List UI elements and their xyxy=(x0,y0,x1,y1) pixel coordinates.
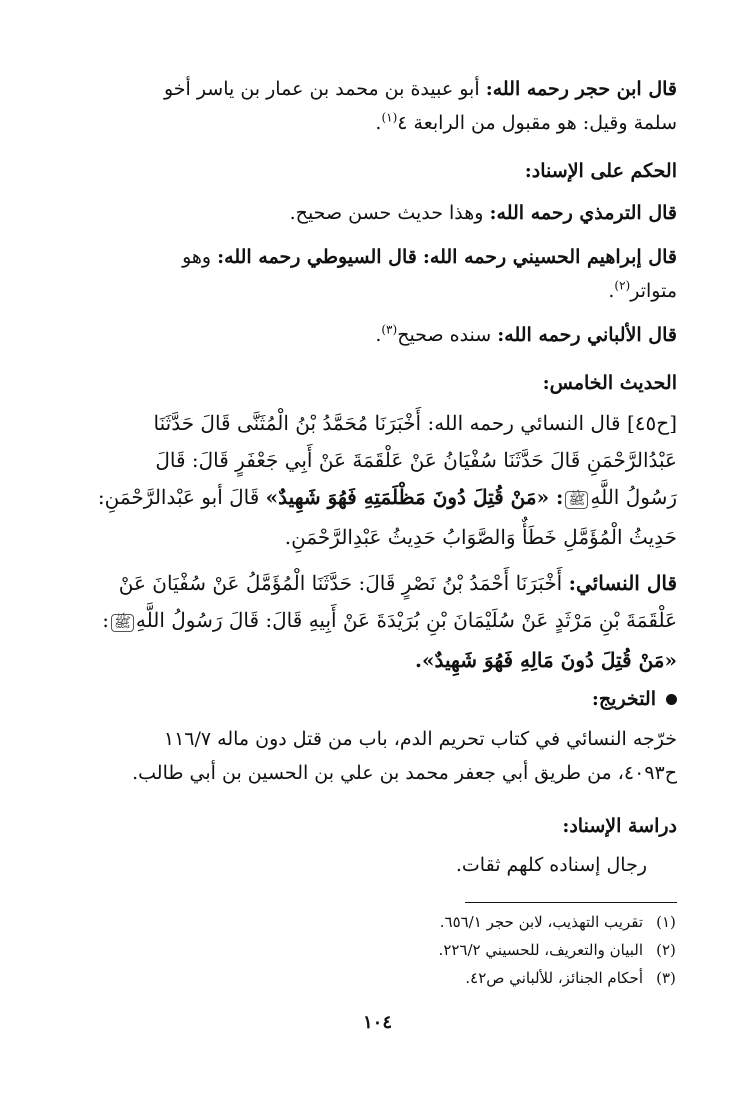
footnote-number: (١) xyxy=(656,913,676,931)
footnote-ref: (١) xyxy=(381,110,398,125)
hadith-text: عَلْقَمَةَ بْنِ مَرْثَدٍ عَنْ سُلَيْمَانَ بْنِ بُرَيْدَةَ عَنْ أَبِيهِ قَالَ: قَالَ رَسُولُ اللَّهِ xyxy=(135,608,677,632)
salutation-glyph: ﷺ xyxy=(565,491,588,509)
paragraph-study: رجال إسناده كلهم ثقات. xyxy=(455,854,647,876)
paragraph-ibn-hajar xyxy=(72,72,677,140)
hadith-line xyxy=(72,519,677,556)
paragraph-text: سنده صحيح xyxy=(397,324,492,346)
hadith-text: أَخْبَرَنَا أَحْمَدُ بْنُ نَصْرٍ قَالَ: حَدَّثَنَا الْمُؤَمَّلُ عَنْ سُفْيَانَ عَنْ xyxy=(118,571,563,595)
footnote-item xyxy=(439,908,677,936)
paragraph-text: وهو xyxy=(182,246,212,268)
hadith-matn: : «مَنْ قُتِلَ دُونَ مَظْلَمَتِهِ فَهُوَ شَهِيدٌ» xyxy=(265,485,564,509)
footnote-text: البيان والتعريف، للحسيني ٢٢٦/٢. xyxy=(438,941,643,959)
paragraph-line xyxy=(72,106,677,140)
hadith-line xyxy=(72,642,677,679)
hadith-matn: «مَنْ قُتِلَ دُونَ مَالِهِ فَهُوَ شَهِيدٌ». xyxy=(415,648,677,672)
hadith-text: حَدِيثُ الْمُؤَمَّلِ خَطَأٌ وَالصَّوَابُ حَدِيثُ عَبْدِالرَّحْمَنِ. xyxy=(284,525,677,549)
punctuation: . xyxy=(375,112,382,134)
section-heading: التخريج: xyxy=(591,688,656,710)
paragraph-text: متواتر xyxy=(630,280,677,302)
hadith-line xyxy=(72,479,677,519)
paragraph-takhrij xyxy=(72,722,677,790)
paragraph-text: أبو عبيدة بن محمد بن عمار بن ياسر أخو xyxy=(163,78,480,100)
paragraph-text: وهذا حديث حسن صحيح. xyxy=(289,202,484,224)
hadith-line xyxy=(72,405,677,442)
hadith-line xyxy=(72,565,677,602)
footnote-number: (٣) xyxy=(656,969,676,987)
paragraph-line: خرّجه النسائي في كتاب تحريم الدم، باب من قتل دون ماله ١١٦/٧ xyxy=(163,728,677,750)
hadith-text: قال النسائي رحمه الله: أَخْبَرَنَا مُحَمَّدُ بْنُ الْمُثَنَّى قَالَ حَدَّثَنَا xyxy=(153,411,621,435)
paragraph-line: ح٤٠٩٣، من طريق أبي جعفر محمد بن علي بن الحسين بن أبي طالب. xyxy=(132,762,677,784)
bullet-icon xyxy=(666,694,677,705)
footnote-text: أحكام الجنائز، للألباني ص٤٢. xyxy=(465,969,643,987)
hadith-number: [ح٤٥] xyxy=(626,411,677,435)
speaker-label: قال الترمذي رحمه الله: xyxy=(489,202,677,224)
paragraph-line xyxy=(72,240,677,274)
hadith-text: رَسُولُ اللَّهِ xyxy=(590,485,677,509)
footnote-item xyxy=(439,964,677,992)
hadith-block xyxy=(72,565,677,679)
footnote-ref: (٣) xyxy=(381,322,398,337)
hadith-line xyxy=(72,442,677,479)
speaker-label: قال الألباني رحمه الله: xyxy=(497,324,677,346)
footnote-item xyxy=(439,936,677,964)
speaker-label: قال إبراهيم الحسيني رحمه الله: xyxy=(422,246,677,268)
paragraph-text: سلمة وقيل: هو مقبول من الرابعة ٤ xyxy=(397,112,677,134)
footnote-number: (٢) xyxy=(656,941,676,959)
takhrij-heading xyxy=(592,688,677,710)
section-heading: الحديث الخامس: xyxy=(542,372,677,394)
footnote-text: تقريب التهذيب، لابن حجر ٦٥٦/١. xyxy=(439,913,643,931)
paragraph-husayni xyxy=(72,240,677,308)
speaker-label: قال النسائي: xyxy=(568,571,677,595)
footnote-separator xyxy=(465,902,677,903)
punctuation: : xyxy=(102,608,109,632)
punctuation: . xyxy=(608,280,615,302)
section-heading: الحكم على الإسناد: xyxy=(524,160,677,182)
footnote-ref: (٢) xyxy=(614,278,631,293)
speaker-label: قال السيوطي رحمه الله: xyxy=(217,246,417,268)
salutation-glyph: ﷺ xyxy=(111,614,134,632)
footnotes xyxy=(439,908,677,992)
paragraph-tirmidhi xyxy=(72,196,677,230)
hadith-block xyxy=(72,405,677,556)
paragraph-albani xyxy=(72,318,677,352)
section-heading: دراسة الإسناد: xyxy=(562,815,677,837)
paragraph-line xyxy=(72,72,677,106)
punctuation: . xyxy=(375,324,382,346)
hadith-text: عَبْدُالرَّحْمَنِ قَالَ حَدَّثَنَا سُفْيَانُ عَنْ عَلْقَمَةَ عَنْ أَبِي جَعْفَرٍ قَالَ: قَالَ xyxy=(155,448,677,472)
paragraph-line xyxy=(72,274,677,308)
hadith-text: قَالَ أبو عَبْدالرَّحْمَنِ: xyxy=(97,485,260,509)
speaker-label: قال ابن حجر رحمه الله: xyxy=(485,78,677,100)
page-number: ١٠٤ xyxy=(362,1012,392,1033)
hadith-line xyxy=(72,602,677,642)
